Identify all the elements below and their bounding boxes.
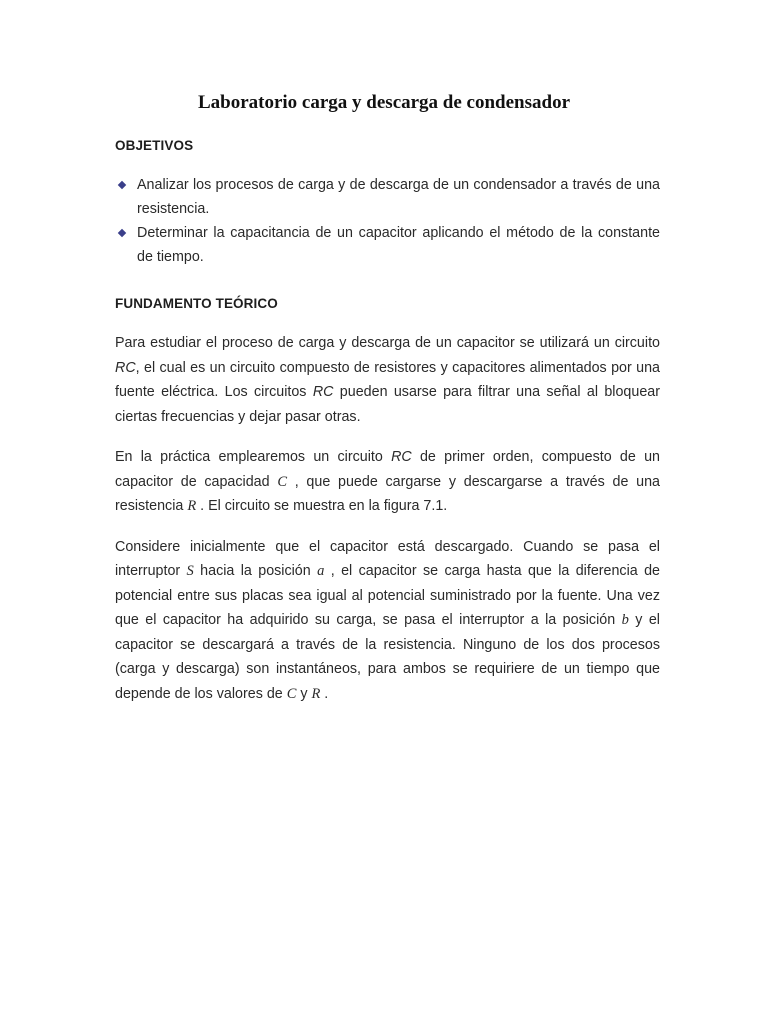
text-run: y	[296, 685, 312, 702]
math-variable: R	[311, 685, 321, 702]
objective-text: Determinar la capacitancia de un capacitor aplicando el método de la constante de tiempo.	[137, 225, 660, 265]
fundamento-heading: FUNDAMENTO TEÓRICO	[115, 296, 278, 311]
diamond-bullet-icon	[118, 229, 126, 237]
diamond-bullet-icon	[118, 181, 126, 189]
list-item	[115, 221, 660, 269]
text-run: y el capacitor se descargará a través de la resistencia. Ninguno de los dos procesos (carga y descarga) son instantáneos, para ambos se requiriere de un tiempo que depende de los valores de	[115, 612, 660, 702]
math-variable: a	[317, 563, 325, 579]
text-run: En la práctica emplearemos un circuito	[115, 449, 392, 465]
math-variable: R	[187, 498, 197, 514]
list-item	[115, 173, 660, 221]
text-run: pueden usarse para filtrar una señal al bloquear ciertas frecuencias y dejar pasar otras.	[115, 384, 660, 425]
paragraph-1	[115, 331, 660, 429]
rc-term: RC	[312, 384, 334, 400]
math-variable: C	[286, 685, 297, 702]
rc-term: RC	[115, 359, 136, 376]
paragraph-2	[115, 445, 660, 519]
math-variable: C	[277, 473, 287, 490]
text-run: . El circuito se muestra en la figura 7.1.	[196, 498, 448, 514]
text-run: hacia la posición	[193, 563, 318, 579]
document-title: Laboratorio carga y descarga de condensador	[197, 92, 571, 113]
math-variable: S	[186, 563, 194, 579]
text-run: , el cual es un circuito compuesto de resistores y capacitores alimentados por una fuente eléctrica. Los circuitos	[115, 359, 660, 400]
document-body	[115, 130, 660, 706]
rc-term: RC	[391, 449, 412, 465]
objetivos-list	[115, 173, 660, 269]
text-run: .	[320, 685, 329, 702]
text-run: , que puede cargarse y descargarse a través de una resistencia	[115, 473, 661, 514]
math-variable: b	[621, 612, 629, 628]
objetivos-heading: OBJETIVOS	[115, 138, 194, 153]
text-run: Considere inicialmente que el capacitor está descargado. Cuando se pasa el interruptor	[115, 538, 660, 579]
text-run: Para estudiar el proceso de carga y descarga de un capacitor se utilizará un circuito	[115, 335, 660, 351]
text-run: , el capacitor se carga hasta que la diferencia de potencial entre sus placas sea igual al potencial suministrado por la fuente. Una vez que el capacitor ha adquirido su carga, se pasa el interruptor a la posición	[115, 563, 660, 628]
objective-text: Analizar los procesos de carga y de descarga de un condensador a través de una resistencia.	[137, 177, 660, 217]
text-run: de primer orden, compuesto de un capacitor de capacidad	[115, 449, 660, 490]
paragraph-3	[115, 535, 660, 707]
